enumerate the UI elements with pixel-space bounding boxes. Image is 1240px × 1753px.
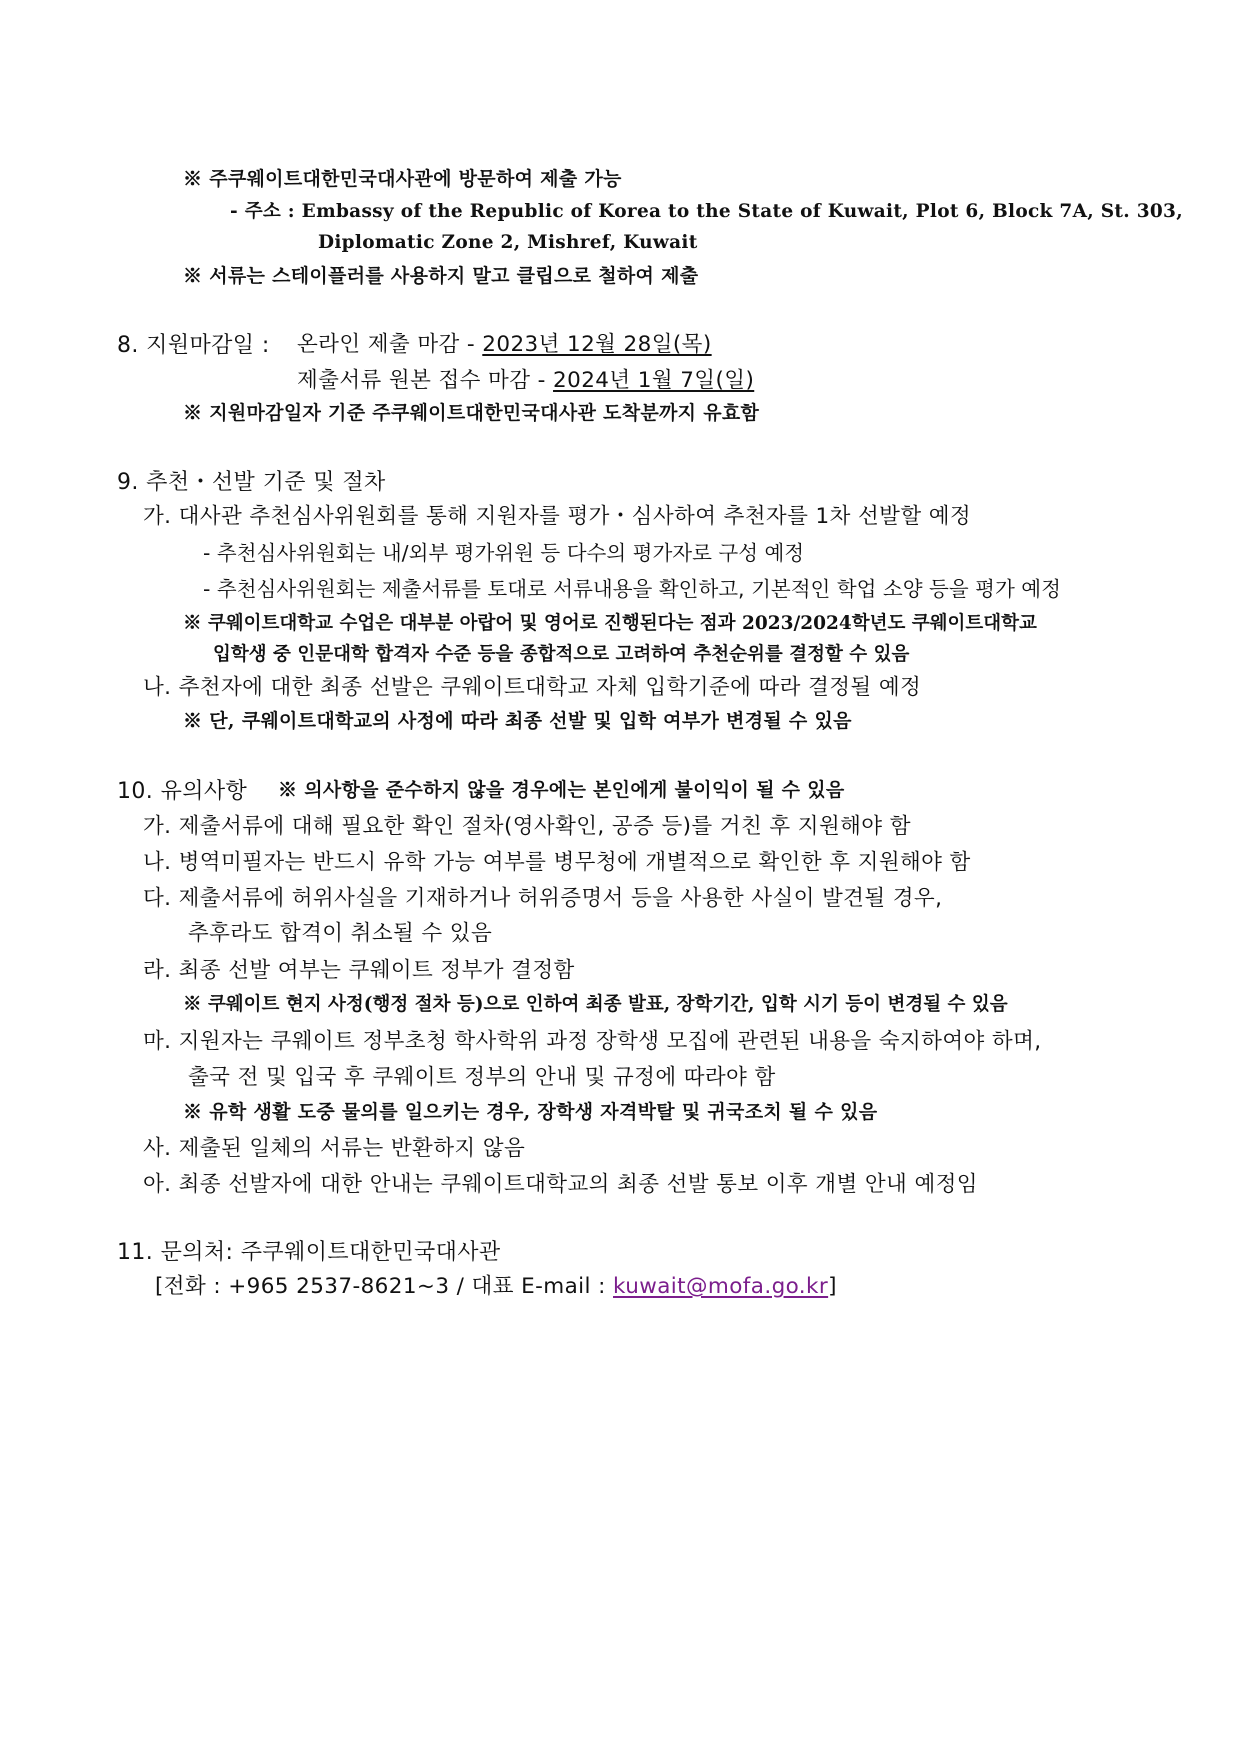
section-10-item-na: 나. 병역미필자는 반드시 유학 가능 여부를 병무청에 개별적으로 확인한 후 지원해야 함 (143, 850, 971, 875)
section-10-heading-note: ※ 의사항을 준수하지 않을 경우에는 본인에게 불이익이 될 수 있음 (278, 779, 845, 801)
deadline-note: ※ 지원마감일자 기준 주쿠웨이트대한민국대사관 도착분까지 유효함 (183, 402, 760, 424)
section-9-ga-dash-1: - 추천심사위원회는 내/외부 평가위원 등 다수의 평가자로 구성 예정 (203, 541, 805, 565)
contact-closing-bracket: ] (828, 1274, 837, 1299)
section-10-item-ra: 라. 최종 선발 여부는 쿠웨이트 정부가 결정함 (143, 958, 575, 983)
section-10-item-ma-line-1: 마. 지원자는 쿠웨이트 정부초청 학사학위 과정 장학생 모집에 관련된 내용을 숙지하여야 하며, (143, 1029, 1042, 1054)
online-deadline-prefix: 온라인 제출 마감 - (297, 332, 483, 357)
online-deadline-date: 2023년 12월 28일(목) (482, 332, 712, 357)
documents-deadline-prefix: 제출서류 원본 접수 마감 - (297, 368, 554, 393)
contact-phone: [전화 : +965 2537-8621~3 / 대표 E-mail : (155, 1274, 614, 1299)
section-10-item-da-line-1: 다. 제출서류에 허위사실을 기재하거나 허위증명서 등을 사용한 사실이 발견될 경우, (143, 886, 943, 911)
section-10-item-a: 아. 최종 선발자에 대한 안내는 쿠웨이트대학교의 최종 선발 통보 이후 개별 안내 예정임 (143, 1172, 978, 1197)
section-9-ga-note-line-1: ※ 쿠웨이트대학교 수업은 대부분 아랍어 및 영어로 진행된다는 점과 2023/2024학년도 쿠웨이트대학교 (183, 613, 1037, 634)
section-9-ga-note-line-2: 입학생 중 인문대학 합격자 수준 등을 종합적으로 고려하여 추천순위를 결정할 수 있음 (213, 644, 910, 665)
section-9-item-na: 나. 추천자에 대한 최종 선발은 쿠웨이트대학교 자체 입학기준에 따라 결정될 예정 (143, 675, 922, 700)
section-10-item-da-line-2: 추후라도 합격이 취소될 수 있음 (188, 921, 493, 946)
embassy-address-line-2: Diplomatic Zone 2, Mishref, Kuwait (318, 232, 698, 253)
section-9-na-note: ※ 단, 쿠웨이트대학교의 사정에 따라 최종 선발 및 입학 여부가 변경될 수 있음 (183, 710, 852, 732)
section-9-ga-dash-2: - 추천심사위원회는 제출서류를 토대로 서류내용을 확인하고, 기본적인 학업 소양 등을 평가 예정 (203, 577, 1061, 601)
section-10-ra-note: ※ 쿠웨이트 현지 사정(행정 절차 등)으로 인하여 최종 발표, 장학기간, 입학 시기 등이 변경될 수 있음 (183, 994, 1008, 1015)
contact-heading (117, 1242, 501, 1264)
contact-details (155, 1276, 837, 1298)
contact-email-link[interactable]: kuwait@mofa.go.kr (613, 1274, 829, 1299)
online-deadline (297, 334, 712, 356)
documents-deadline-date: 2024년 1월 7일(일) (553, 368, 755, 393)
contact-label: 11. 문의처 (117, 1240, 226, 1265)
section-10-item-ga: 가. 제출서류에 대해 필요한 확인 절차(영사확인, 공증 등)를 거친 후 지원해야 함 (143, 814, 911, 839)
visit-submission-note: ※ 주쿠웨이트대한민국대사관에 방문하여 제출 가능 (183, 168, 622, 190)
section-10-ma-note: ※ 유학 생활 도중 물의를 일으키는 경우, 장학생 자격박탈 및 귀국조치 될 수 있음 (183, 1101, 878, 1123)
documents-deadline (297, 370, 754, 392)
stapler-note: ※ 서류는 스테이플러를 사용하지 말고 클립으로 철하여 제출 (183, 265, 699, 287)
embassy-address-line-1: - 주소 : Embassy of the Republic of Korea to the State of Kuwait, Plot 6, Block 7A, St. 303, (230, 201, 1183, 222)
deadline-label: 8. 지원마감일 : (117, 333, 270, 358)
section-10-item-sa: 사. 제출된 일체의 서류는 반환하지 않음 (143, 1136, 526, 1161)
section-9-heading: 9. 추천・선발 기준 및 절차 (117, 470, 386, 495)
section-10-heading: 10. 유의사항 (117, 779, 248, 804)
section-9-item-ga: 가. 대사관 추천심사위원회를 통해 지원자를 평가・심사하여 추천자를 1차 선발할 예정 (143, 504, 972, 529)
contact-embassy: : 주쿠웨이트대한민국대사관 (225, 1240, 501, 1265)
section-10-item-ma-line-2: 출국 전 및 입국 후 쿠웨이트 정부의 안내 및 규정에 따라야 함 (188, 1065, 776, 1090)
